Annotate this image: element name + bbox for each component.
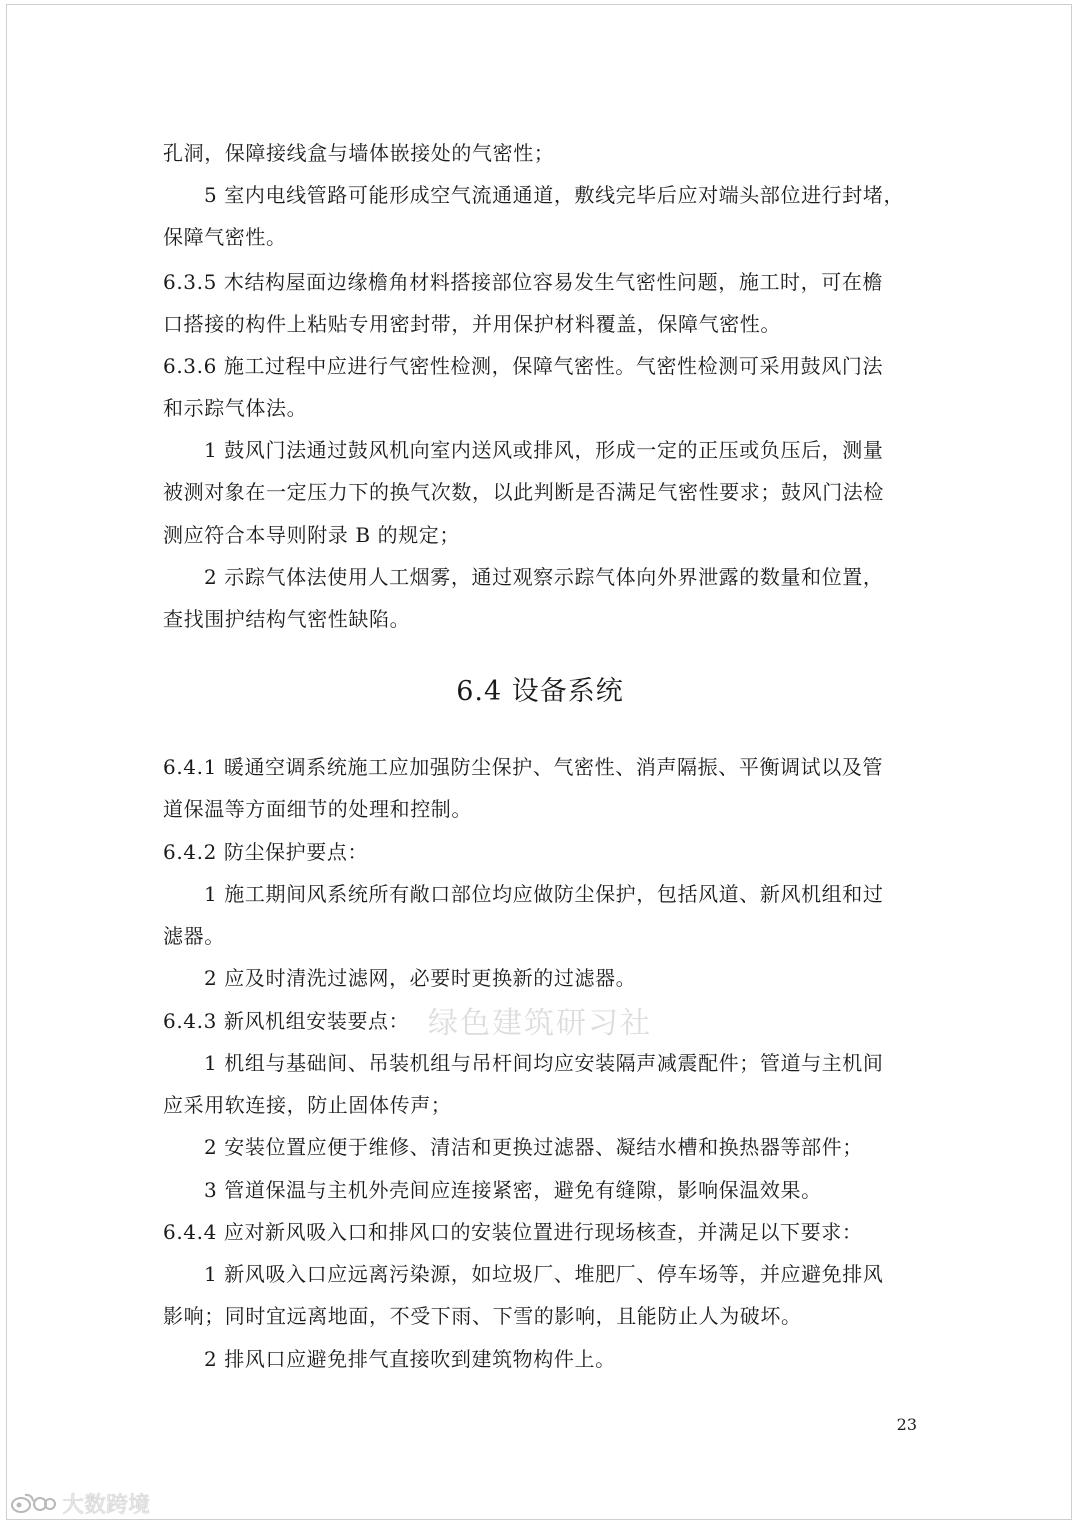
paragraph-line: 滤器。	[163, 924, 225, 948]
paragraph-line: 应采用软连接，防止固体传声；	[163, 1093, 452, 1117]
clause-6-4-3: 6.4.3 新风机组安装要点：	[163, 1009, 410, 1033]
clause-6-4-4: 6.4.4 应对新风吸入口和排风口的安装位置进行现场核查，并满足以下要求：	[163, 1220, 863, 1244]
paragraph-line: 被测对象在一定压力下的换气次数，以此判断是否满足气密性要求；鼓风门法检	[163, 480, 884, 504]
paragraph-line: 2 安装位置应便于维修、清洁和更换过滤器、凝结水槽和换热器等部件；	[204, 1135, 863, 1159]
clause-6-3-5: 6.3.5 木结构屋面边缘檐角材料搭接部位容易发生气密性问题，施工时，可在檐	[163, 270, 884, 294]
clause-6-4-2: 6.4.2 防尘保护要点：	[163, 840, 369, 864]
paragraph-line: 测应符合本导则附录 B 的规定；	[163, 523, 461, 547]
weibo-logo-icon	[10, 1491, 56, 1515]
paragraph-line: 影响；同时宜远离地面，不受下雨、下雪的影响，且能防止人为破坏。	[163, 1304, 802, 1328]
watermark-text: 绿色建筑研习社	[428, 1006, 652, 1041]
paragraph-line: 1 施工期间风系统所有敞口部位均应做防尘保护，包括风道、新风机组和过	[204, 882, 884, 906]
paragraph-line: 2 示踪气体法使用人工烟雾，通过观察示踪气体向外界泄露的数量和位置，	[204, 565, 884, 589]
clause-6-3-6: 6.3.6 施工过程中应进行气密性检测，保障气密性。气密性检测可采用鼓风门法	[163, 354, 884, 378]
paragraph-line: 2 排风口应避免排气直接吹到建筑物构件上。	[204, 1347, 616, 1371]
paragraph-line: 和示踪气体法。	[163, 396, 308, 420]
paragraph-line: 1 鼓风门法通过鼓风机向室内送风或排风，形成一定的正压或负压后，测量	[204, 438, 884, 462]
bottom-watermark	[10, 1488, 150, 1518]
paragraph-line: 3 管道保温与主机外壳间应连接紧密，避免有缝隙，影响保温效果。	[204, 1178, 822, 1202]
paragraph-line: 孔洞，保障接线盒与墙体嵌接处的气密性；	[163, 141, 555, 165]
paragraph-line: 道保温等方面细节的处理和控制。	[163, 797, 472, 821]
paragraph-line: 5 室内电线管路可能形成空气流通通道，敷线完毕后应对端头部位进行封堵，	[204, 183, 905, 207]
clause-6-4-1: 6.4.1 暖通空调系统施工应加强防尘保护、气密性、消声隔振、平衡调试以及管	[163, 755, 884, 779]
section-heading-6-4: 6.4 设备系统	[456, 676, 624, 707]
paragraph-line: 口搭接的构件上粘贴专用密封带，并用保护材料覆盖，保障气密性。	[163, 312, 781, 336]
paragraph-line: 1 机组与基础间、吊装机组与吊杆间均应安装隔声减震配件；管道与主机间	[204, 1051, 884, 1075]
paragraph-line: 保障气密性。	[163, 225, 287, 249]
paragraph-line: 1 新风吸入口应远离污染源，如垃圾厂、堆肥厂、停车场等，并应避免排风	[204, 1262, 884, 1286]
page-number: 23	[896, 1415, 917, 1434]
paragraph-line: 2 应及时清洗过滤网，必要时更换新的过滤器。	[204, 966, 637, 990]
paragraph-line: 查找围护结构气密性缺陷。	[163, 607, 411, 631]
watermark-label: 大数跨境	[62, 1492, 151, 1518]
